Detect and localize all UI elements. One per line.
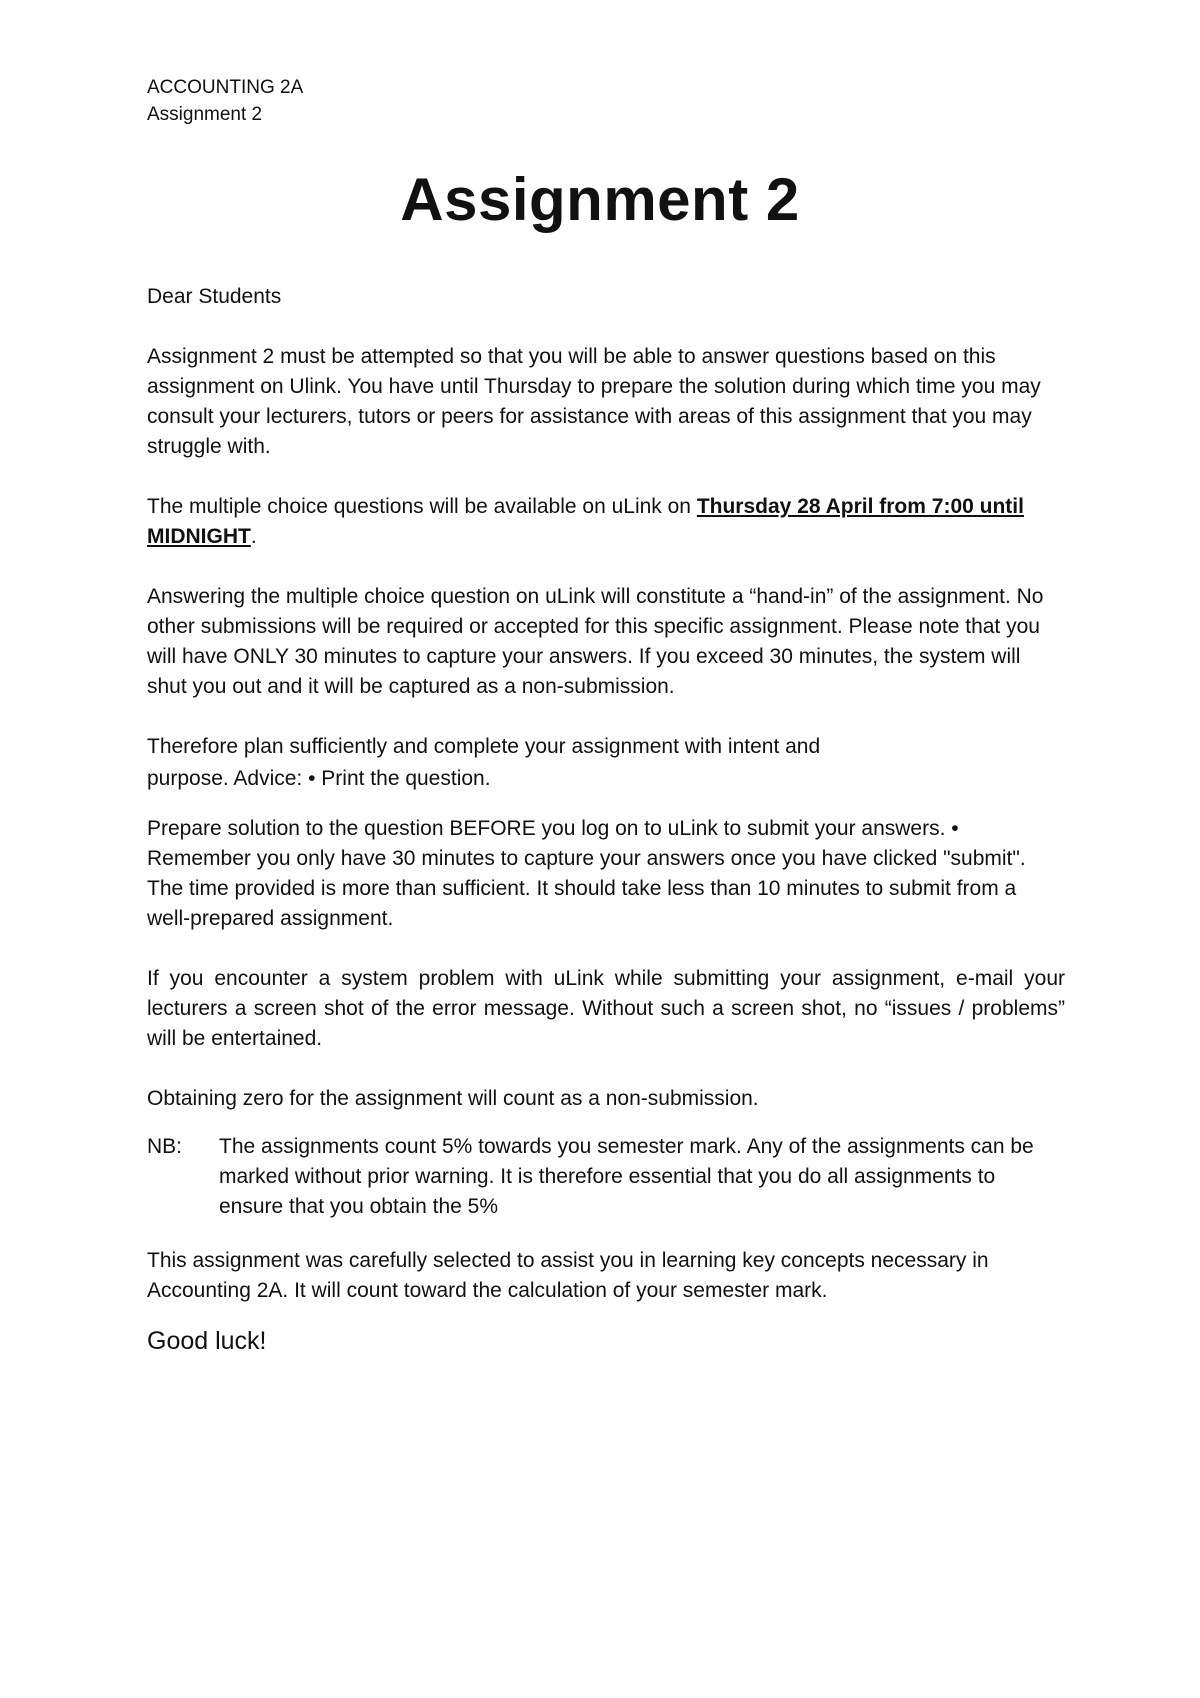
availability-end: . [250, 525, 257, 548]
paragraph-prepare: Prepare solution to the question BEFORE you log on to uLink to submit your answers. • Remember you only have 30 minutes to capture your answers once you have clicked "submit". The time provided is more than sufficient. It should take less than 10 minutes to submit from a well-prepared assignment. [147, 817, 1026, 930]
nb-note [147, 1132, 1065, 1222]
document-body [147, 282, 1065, 1358]
paragraph-plan-line2: purpose. Advice: • Print the question. [147, 767, 491, 790]
paragraph-intro: Assignment 2 must be attempted so that you will be able to answer questions based on this assignment on Ulink. You have until Thursday to prepare the solution during which time you may consult your lecturers, tutors or peers for assistance with areas of this assignment that you may struggle with. [147, 345, 1041, 458]
nb-label: NB: [147, 1135, 183, 1158]
header-doc-name: Assignment 2 [147, 104, 263, 125]
paragraph-hand-in: Answering the multiple choice question on uLink will constitute a “hand-in” of the assignment. No other submissions will be required or accepted for this specific assignment. Please note that you will have ONLY 30 minutes to capture your answers. If you exceed 30 minutes, the system will shut you out and it will be captured as a non-submission. [147, 585, 1044, 698]
availability-text: The multiple choice questions will be available on uLink on [147, 495, 697, 518]
paragraph-purpose: This assignment was carefully selected to assist you in learning key concepts necessary in Accounting 2A. It will count toward the calculation of your semester mark. [147, 1249, 989, 1302]
availability-date: Thursday 28 April from 7:00 until MIDNIGHT [147, 495, 1024, 548]
paragraph-availability [147, 492, 1065, 552]
paragraph-system-problem: If you encounter a system problem with uLink while submitting your assignment, e-mail your lecturers a screen shot of the error message. Without such a screen shot, no “issues / problems” will be entertained. [147, 967, 1065, 1050]
closing-good-luck: Good luck! [147, 1327, 267, 1355]
greeting: Dear Students [147, 285, 282, 308]
header-course: ACCOUNTING 2A [147, 77, 304, 98]
paragraph-plan-line1: Therefore plan sufficiently and complete your assignment with intent and [147, 735, 821, 758]
nb-text: The assignments count 5% towards you semester mark. Any of the assignments can be marked without prior warning. It is therefore essential that you do all assignments to ensure that you obtain the 5% [219, 1135, 1034, 1218]
paragraph-zero: Obtaining zero for the assignment will count as a non-submission. [147, 1087, 759, 1110]
page-header [147, 74, 303, 128]
page-title: Assignment 2 [400, 166, 800, 233]
